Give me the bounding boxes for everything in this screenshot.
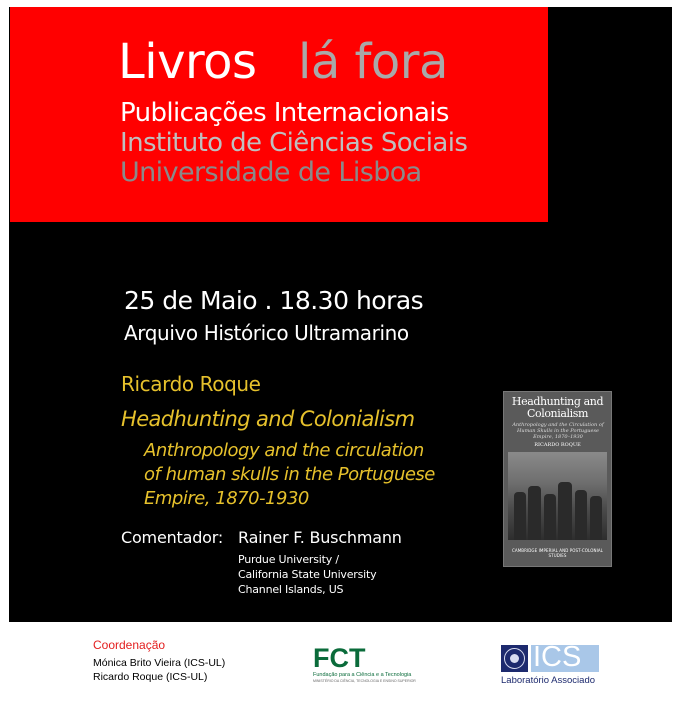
cover-title-line: Colonialism xyxy=(526,407,589,420)
coordination-names xyxy=(93,656,225,684)
title-word-livros: Livros xyxy=(118,34,257,90)
cover-figure xyxy=(514,492,526,540)
cover-series: CAMBRIDGE IMPERIAL AND POST-COLONIAL STUDIES xyxy=(511,548,604,558)
commentator-affiliation xyxy=(238,552,376,597)
cover-figure xyxy=(575,490,587,540)
header-line-publicacoes: Publicações Internacionais xyxy=(120,98,449,128)
book-subtitle xyxy=(144,439,435,511)
cover-title-line: Headhunting and xyxy=(511,395,604,408)
cover-figure xyxy=(544,494,556,540)
coordinator-name: Ricardo Roque (ICS-UL) xyxy=(93,671,208,683)
header-line-universidade: Universidade de Lisboa xyxy=(120,157,422,188)
cover-title xyxy=(504,396,611,420)
seal-core xyxy=(510,654,519,663)
event-date-time: 25 de Maio . 18.30 horas xyxy=(124,286,424,315)
book-title: Headhunting and Colonialism xyxy=(121,407,415,431)
book-author: Ricardo Roque xyxy=(121,372,261,396)
fct-name: Fundação para a Ciência e a Tecnologia xyxy=(313,672,412,678)
cover-author: RICARDO ROQUE xyxy=(534,442,581,448)
book-subtitle-line: Empire, 1870-1930 xyxy=(144,488,309,509)
cover-photo xyxy=(508,452,607,540)
cover-figure xyxy=(528,486,541,540)
event-place: Arquivo Histórico Ultramarino xyxy=(124,321,409,345)
book-subtitle-line: of human skulls in the Portuguese xyxy=(144,464,435,485)
affiliation-line: Channel Islands, US xyxy=(238,583,344,596)
ics-logo: ICS xyxy=(533,641,582,673)
ics-lab-label: Laboratório Associado xyxy=(501,675,596,686)
book-subtitle-line: Anthropology and the circulation xyxy=(144,440,424,461)
fct-logo: FCT xyxy=(313,643,366,673)
ics-seal-icon xyxy=(501,645,528,672)
book-cover-image xyxy=(503,391,612,567)
fct-ministry: MINISTÉRIO DA CIÊNCIA, TECNOLOGIA E ENSINO SUPERIOR xyxy=(313,679,416,683)
affiliation-line: California State University xyxy=(238,568,377,581)
cover-figure xyxy=(558,482,572,540)
affiliation-line: Purdue University / xyxy=(238,553,339,566)
commentator-label: Comentador: xyxy=(121,528,224,547)
coordinator-name: Mónica Brito Vieira (ICS-UL) xyxy=(93,657,226,669)
header-line-instituto: Instituto de Ciências Sociais xyxy=(120,128,468,158)
cover-subtitle: Anthropology and the Circulation of Human Skulls in the Portuguese Empire, 1870–1930 xyxy=(512,422,604,440)
cover-figure xyxy=(590,496,602,540)
coordination-label: Coordenação xyxy=(93,638,166,652)
title-word-la-fora: lá fora xyxy=(298,34,448,90)
commentator-name: Rainer F. Buschmann xyxy=(238,528,402,547)
